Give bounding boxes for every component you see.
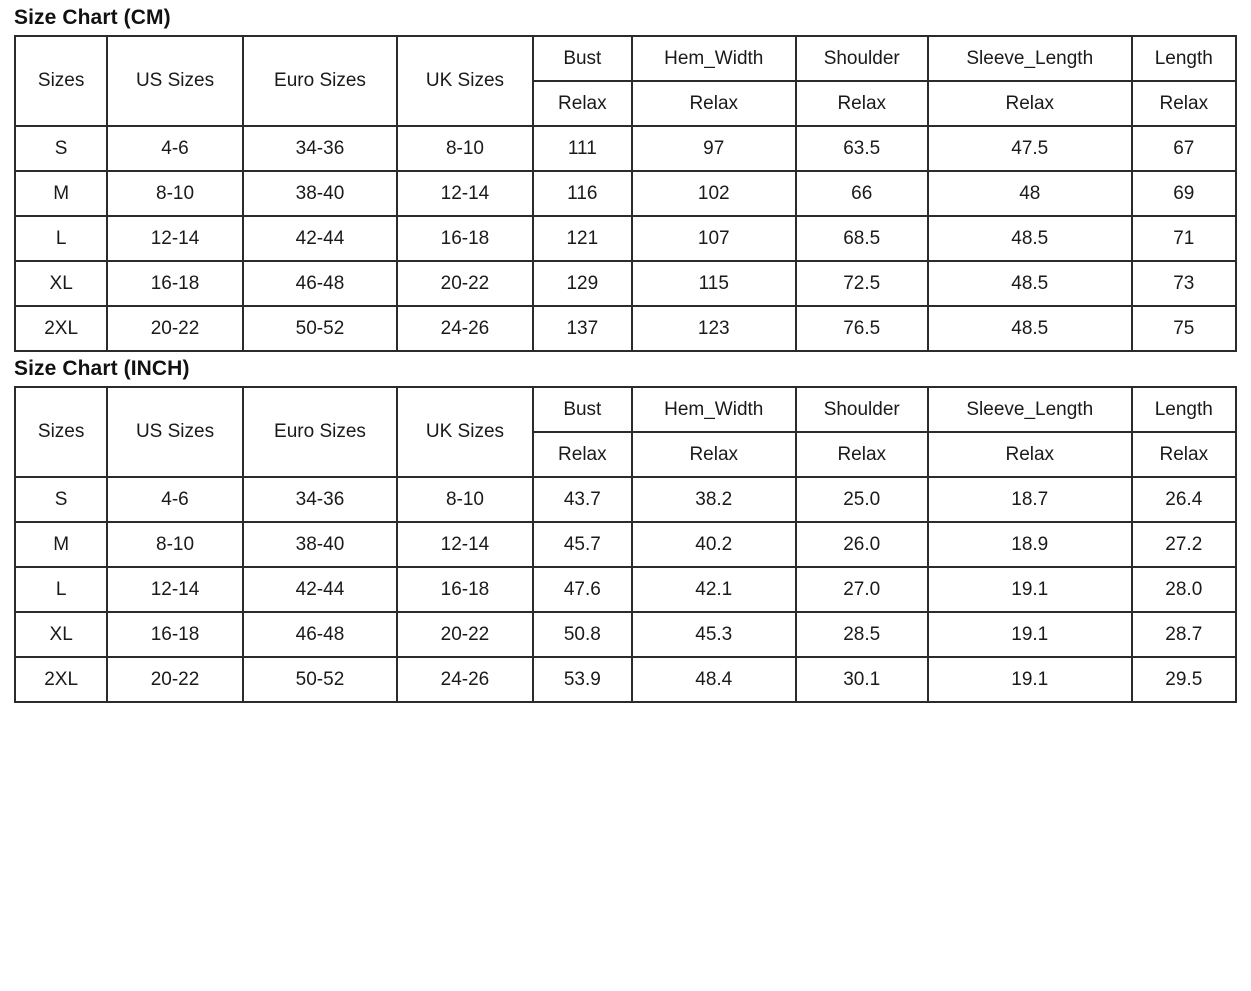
cell-euro-size: 50-52: [243, 657, 398, 702]
cell-sleeve-length: 48.5: [928, 216, 1132, 261]
cell-shoulder: 27.0: [796, 567, 928, 612]
cell-uk-size: 16-18: [397, 567, 532, 612]
cell-us-size: 12-14: [107, 216, 242, 261]
column-header-shoulder: Shoulder: [796, 36, 928, 81]
column-header-us-sizes: US Sizes: [107, 387, 242, 477]
cell-hem-width: 97: [632, 126, 796, 171]
table-row: [15, 477, 1236, 522]
column-header-shoulder: Shoulder: [796, 387, 928, 432]
column-header-uk-sizes: UK Sizes: [397, 387, 532, 477]
fit-label-sleeve-length: Relax: [928, 432, 1132, 477]
table-row: [15, 612, 1236, 657]
cell-sleeve-length: 19.1: [928, 567, 1132, 612]
cell-size: S: [15, 126, 107, 171]
column-header-euro-sizes: Euro Sizes: [243, 36, 398, 126]
cell-hem-width: 107: [632, 216, 796, 261]
cell-sleeve-length: 47.5: [928, 126, 1132, 171]
cell-size: 2XL: [15, 306, 107, 351]
column-header-euro-sizes: Euro Sizes: [243, 387, 398, 477]
page-title-inch: Size Chart (INCH): [14, 357, 190, 381]
cell-size: L: [15, 567, 107, 612]
cell-size: 2XL: [15, 657, 107, 702]
cell-uk-size: 12-14: [397, 522, 532, 567]
column-header-length: Length: [1132, 36, 1236, 81]
cell-sleeve-length: 48: [928, 171, 1132, 216]
column-header-hem-width: Hem_Width: [632, 387, 796, 432]
cell-uk-size: 12-14: [397, 171, 532, 216]
cell-size: L: [15, 216, 107, 261]
cell-shoulder: 25.0: [796, 477, 928, 522]
cell-uk-size: 24-26: [397, 306, 532, 351]
fit-label-bust: Relax: [533, 432, 632, 477]
cell-length: 73: [1132, 261, 1236, 306]
table-row: [15, 522, 1236, 567]
column-header-sizes: Sizes: [15, 36, 107, 126]
cell-hem-width: 48.4: [632, 657, 796, 702]
page-title-cm: Size Chart (CM): [14, 6, 171, 29]
fit-label-hem-width: Relax: [632, 81, 796, 126]
cell-length: 26.4: [1132, 477, 1236, 522]
cell-us-size: 20-22: [107, 306, 242, 351]
cell-size: M: [15, 171, 107, 216]
cell-sleeve-length: 19.1: [928, 657, 1132, 702]
table-row: [15, 126, 1236, 171]
column-header-bust: Bust: [533, 387, 632, 432]
column-header-us-sizes: US Sizes: [107, 36, 242, 126]
column-header-sleeve-length: Sleeve_Length: [928, 387, 1132, 432]
cell-shoulder: 66: [796, 171, 928, 216]
cell-shoulder: 26.0: [796, 522, 928, 567]
cell-euro-size: 42-44: [243, 567, 398, 612]
cell-sleeve-length: 48.5: [928, 306, 1132, 351]
cell-us-size: 12-14: [107, 567, 242, 612]
cell-bust: 50.8: [533, 612, 632, 657]
cell-us-size: 20-22: [107, 657, 242, 702]
cell-euro-size: 38-40: [243, 171, 398, 216]
cell-bust: 121: [533, 216, 632, 261]
cell-length: 27.2: [1132, 522, 1236, 567]
cell-euro-size: 38-40: [243, 522, 398, 567]
cell-bust: 43.7: [533, 477, 632, 522]
cell-shoulder: 30.1: [796, 657, 928, 702]
column-header-bust: Bust: [533, 36, 632, 81]
cell-bust: 129: [533, 261, 632, 306]
cell-sleeve-length: 18.7: [928, 477, 1132, 522]
cell-bust: 137: [533, 306, 632, 351]
cell-size: XL: [15, 261, 107, 306]
fit-label-bust: Relax: [533, 81, 632, 126]
cell-euro-size: 34-36: [243, 477, 398, 522]
cell-shoulder: 63.5: [796, 126, 928, 171]
table-row: [15, 216, 1236, 261]
cell-length: 29.5: [1132, 657, 1236, 702]
cell-uk-size: 8-10: [397, 477, 532, 522]
cell-uk-size: 16-18: [397, 216, 532, 261]
cell-euro-size: 34-36: [243, 126, 398, 171]
fit-label-shoulder: Relax: [796, 432, 928, 477]
cell-shoulder: 68.5: [796, 216, 928, 261]
cell-euro-size: 46-48: [243, 612, 398, 657]
table-row: [15, 171, 1236, 216]
cell-hem-width: 102: [632, 171, 796, 216]
column-header-sizes: Sizes: [15, 387, 107, 477]
cell-hem-width: 42.1: [632, 567, 796, 612]
cell-size: M: [15, 522, 107, 567]
fit-label-length: Relax: [1132, 81, 1236, 126]
cell-us-size: 4-6: [107, 477, 242, 522]
cell-us-size: 16-18: [107, 612, 242, 657]
cell-size: S: [15, 477, 107, 522]
cell-length: 75: [1132, 306, 1236, 351]
cell-length: 67: [1132, 126, 1236, 171]
table-header-row: [15, 36, 1236, 81]
cell-shoulder: 28.5: [796, 612, 928, 657]
cell-bust: 111: [533, 126, 632, 171]
cell-sleeve-length: 19.1: [928, 612, 1132, 657]
column-header-sleeve-length: Sleeve_Length: [928, 36, 1132, 81]
cell-us-size: 4-6: [107, 126, 242, 171]
column-header-uk-sizes: UK Sizes: [397, 36, 532, 126]
cell-uk-size: 20-22: [397, 612, 532, 657]
fit-label-sleeve-length: Relax: [928, 81, 1132, 126]
cell-hem-width: 38.2: [632, 477, 796, 522]
cell-size: XL: [15, 612, 107, 657]
cell-uk-size: 20-22: [397, 261, 532, 306]
cell-hem-width: 40.2: [632, 522, 796, 567]
table-row: [15, 261, 1236, 306]
size-chart-table-inch: [14, 386, 1237, 703]
fit-label-shoulder: Relax: [796, 81, 928, 126]
table-row: [15, 657, 1236, 702]
size-chart-table-cm: [14, 35, 1237, 352]
cell-hem-width: 123: [632, 306, 796, 351]
cell-sleeve-length: 18.9: [928, 522, 1132, 567]
cell-bust: 47.6: [533, 567, 632, 612]
column-header-hem-width: Hem_Width: [632, 36, 796, 81]
column-header-length: Length: [1132, 387, 1236, 432]
cell-bust: 53.9: [533, 657, 632, 702]
cell-us-size: 16-18: [107, 261, 242, 306]
cell-shoulder: 72.5: [796, 261, 928, 306]
cell-shoulder: 76.5: [796, 306, 928, 351]
cell-uk-size: 8-10: [397, 126, 532, 171]
cell-hem-width: 115: [632, 261, 796, 306]
table-row: [15, 567, 1236, 612]
cell-euro-size: 46-48: [243, 261, 398, 306]
cell-length: 69: [1132, 171, 1236, 216]
cell-bust: 45.7: [533, 522, 632, 567]
cell-us-size: 8-10: [107, 171, 242, 216]
cell-length: 71: [1132, 216, 1236, 261]
cell-euro-size: 42-44: [243, 216, 398, 261]
cell-us-size: 8-10: [107, 522, 242, 567]
cell-euro-size: 50-52: [243, 306, 398, 351]
cell-hem-width: 45.3: [632, 612, 796, 657]
cell-length: 28.7: [1132, 612, 1236, 657]
table-row: [15, 306, 1236, 351]
fit-label-hem-width: Relax: [632, 432, 796, 477]
fit-label-length: Relax: [1132, 432, 1236, 477]
cell-bust: 116: [533, 171, 632, 216]
cell-sleeve-length: 48.5: [928, 261, 1132, 306]
cell-uk-size: 24-26: [397, 657, 532, 702]
table-header-row: [15, 387, 1236, 432]
cell-length: 28.0: [1132, 567, 1236, 612]
